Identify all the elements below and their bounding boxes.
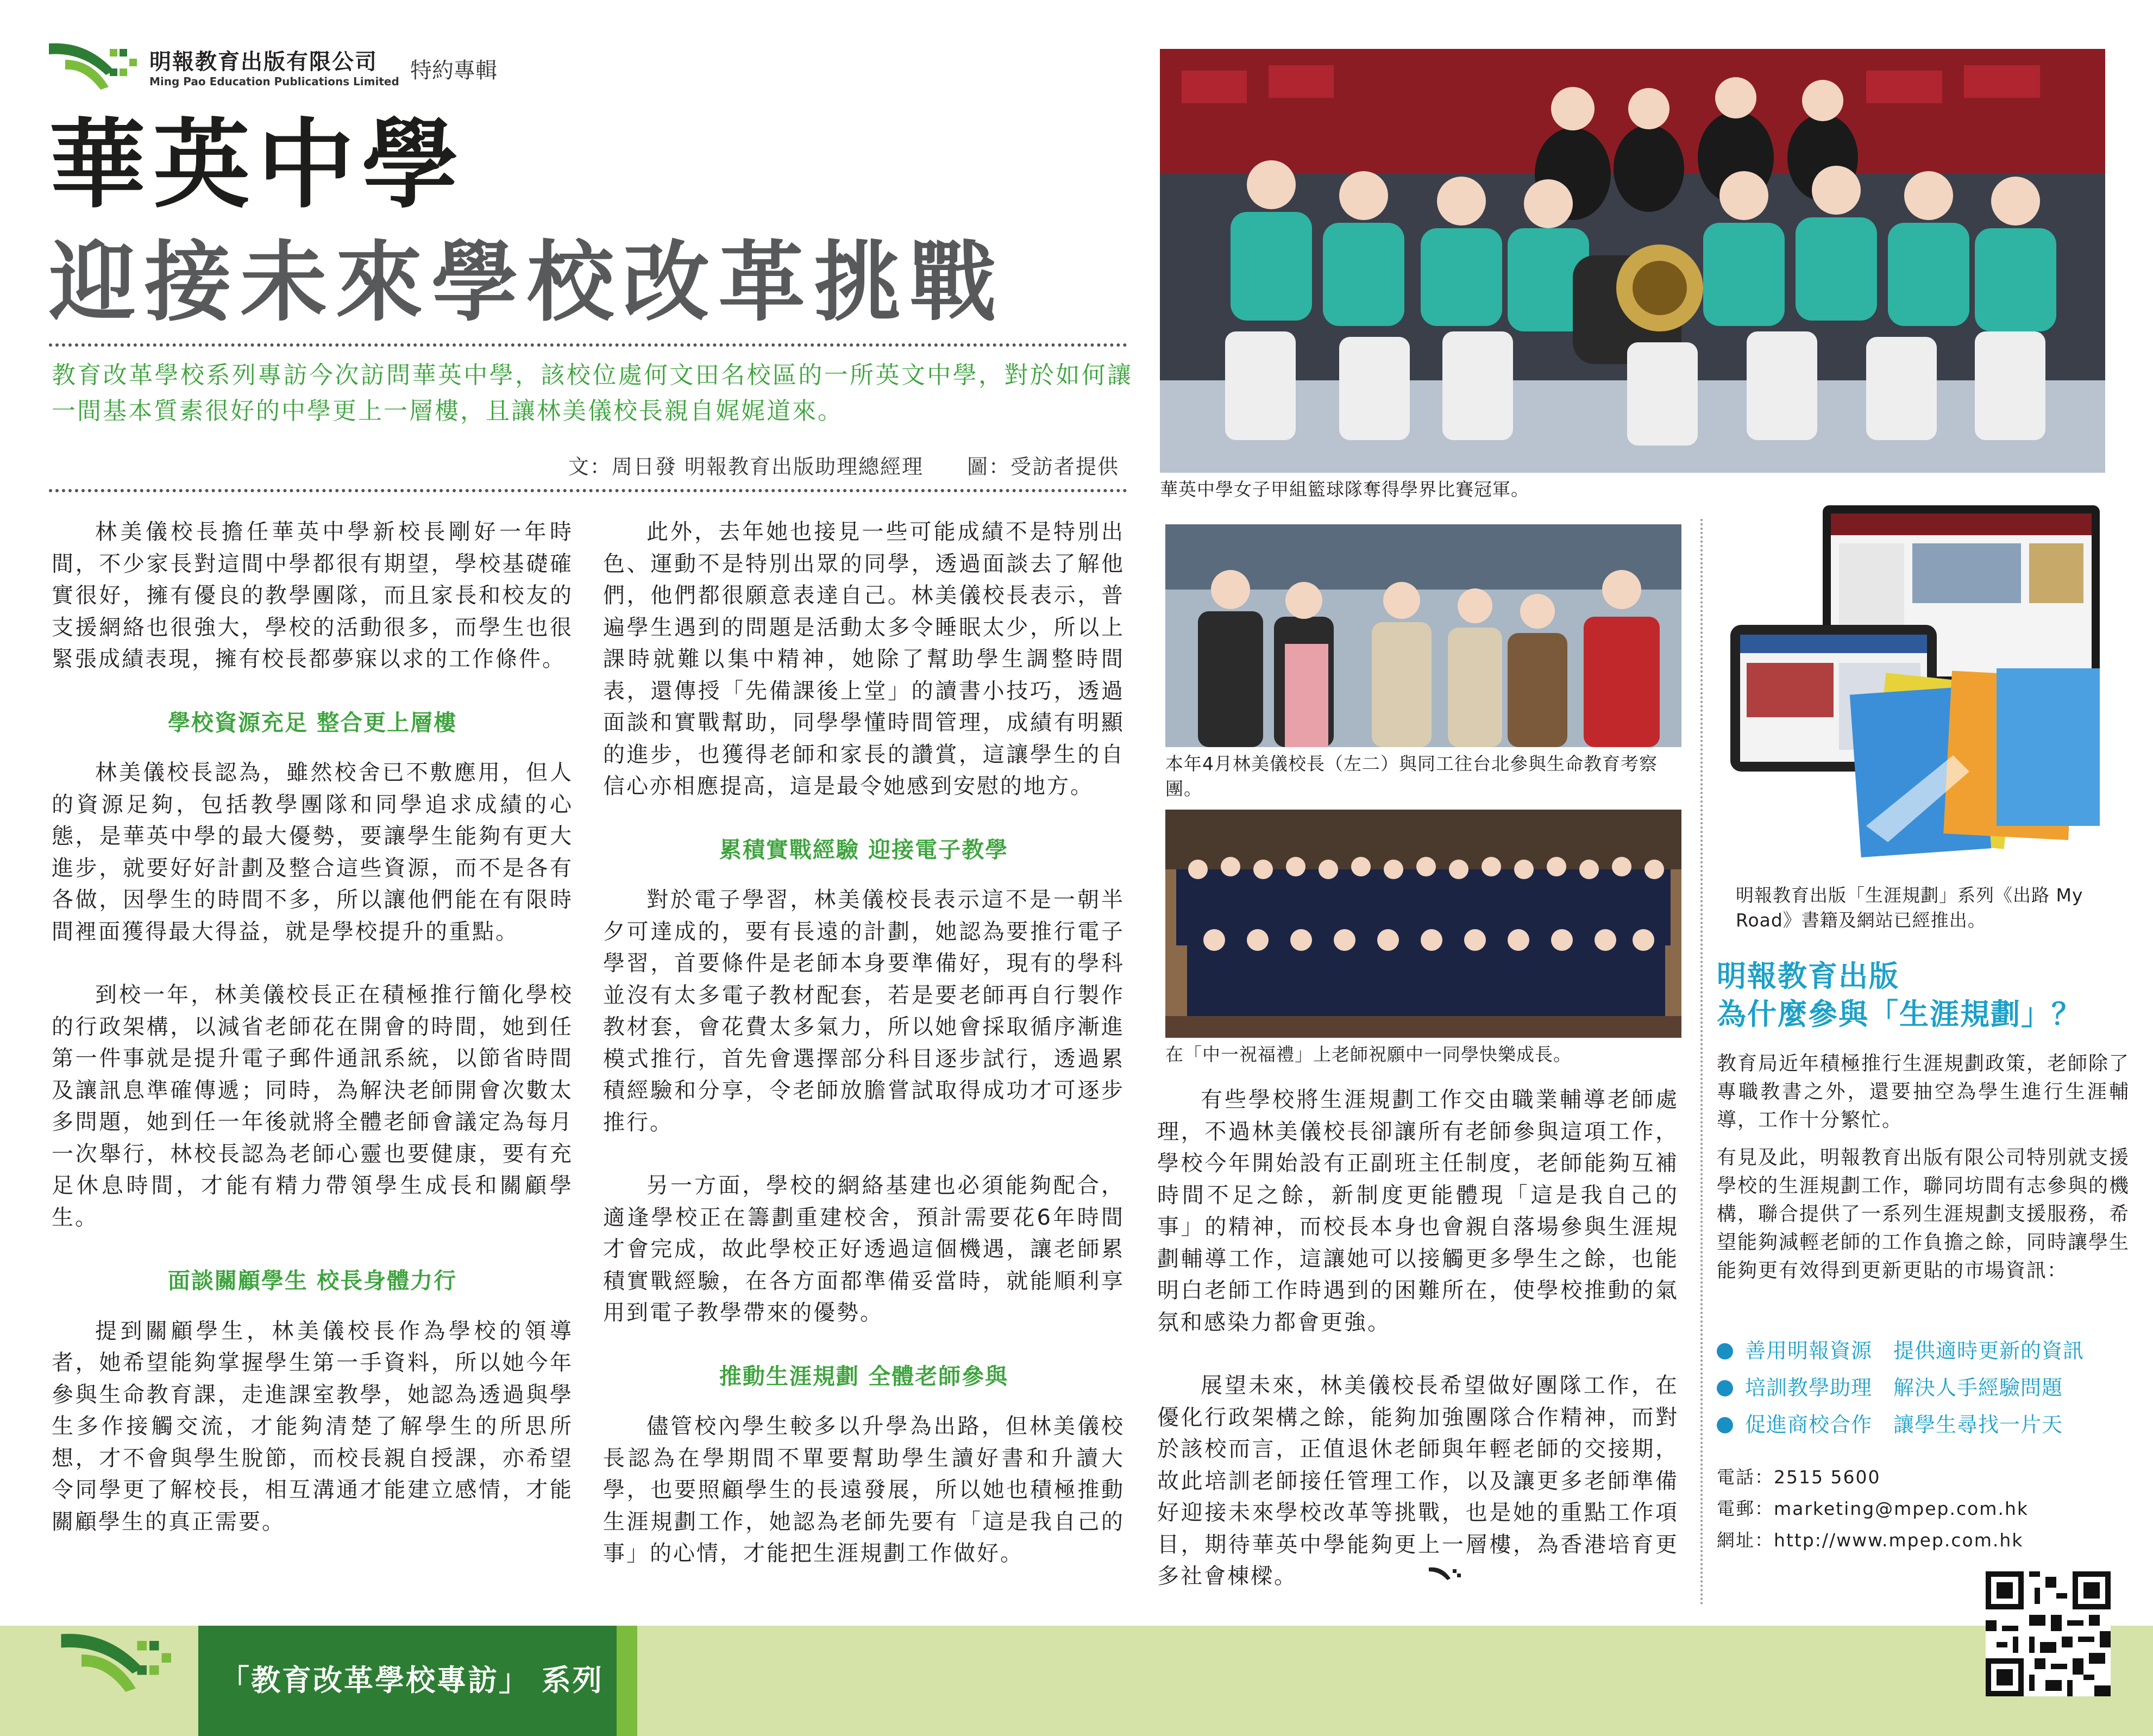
basketball-team-photo — [1160, 49, 2105, 473]
series-title: 「教育改革學校專訪」 系列 — [220, 1663, 604, 1697]
article-column-2 — [603, 516, 1125, 1601]
bullet-icon — [1717, 1380, 1733, 1396]
contact-email[interactable]: 電郵：marketing@mpep.com.hk — [1717, 1498, 2029, 1519]
list-item-text: 善用明報資源 提供適時更新的資訊 — [1745, 1339, 2085, 1363]
headline-subtitle: 迎接未來學校改革挑戰 — [49, 231, 1006, 333]
paragraph: 儘管校內學生較多以升學為出路，但林美儀校長認為在學期間不單要幫助學生讀好書和升讀大學，也要照顧學生的長遠發展，所以她也積極推動生涯規劃工作，她認為老師先要有「這是我自己的事」的心情，才能把生涯規劃工作做好。 — [603, 1414, 1125, 1566]
list-item — [1717, 1406, 2130, 1443]
sidebar-heading-line: 為什麼參與「生涯規劃」？ — [1717, 997, 2082, 1031]
footer-logo-icon — [60, 1627, 185, 1709]
end-mark-icon — [1429, 1565, 1461, 1587]
feature-tag: 特約專輯 — [410, 58, 497, 83]
sidebar-paragraph: 教育局近年積極推行生涯規劃政策，老師除了專職教書之外，還要抽空為學生進行生涯輔導，工作十分繁忙。 — [1717, 1052, 2130, 1131]
qr-code-icon[interactable] — [1986, 1571, 2111, 1696]
sidebar-bullet-list — [1717, 1332, 2130, 1443]
contact-website[interactable]: 網址：http://www.mpep.com.hk — [1717, 1530, 2024, 1551]
section-heading: 面談關顧學生 校長身體力行 — [167, 1268, 457, 1294]
article-column-3 — [1157, 1084, 1679, 1624]
paragraph: 林美儀校長擔任華英中學新校長剛好一年時間，不少家長對這間中學都很有期望，學校基礎確實很好，擁有優良的教學團隊，而且家長和校友的支援網絡也很強大，學校的活動很多，而學生也很緊張成績表現，擁有校長都夢寐以求的工作條件。 — [52, 519, 573, 672]
blessing-ceremony-photo — [1165, 810, 1681, 1038]
section-heading: 學校資源充足 整合更上層樓 — [167, 709, 457, 736]
divider — [49, 489, 1127, 492]
section-heading: 推動生涯規劃 全體老師參與 — [719, 1363, 1009, 1389]
publisher-name-en: Ming Pao Education Publications Limited — [149, 75, 399, 88]
list-item — [1717, 1369, 2130, 1406]
sidebar-heading — [1717, 957, 2130, 1033]
divider — [49, 343, 1127, 347]
byline: 文：周日發 明報教育出版助理總經理 圖：受訪者提供 — [568, 455, 1119, 479]
photo-caption: 本年4月林美儀校長（左二）與同工往台北參與生命教育考察團。 — [1165, 753, 1658, 799]
paragraph: 另一方面，學校的網絡基建也必須能夠配合，適逢學校正在籌劃重建校舍，預計需要花6年時間才會完成，故此學校正好透過這個機遇，讓老師累積實戰經驗，在各方面都準備妥當時，就能順利享用到電子教學帶來的優勢。 — [603, 1173, 1125, 1325]
photo-caption: 在「中一祝福禮」上老師祝願中一同學快樂成長。 — [1165, 1044, 1572, 1065]
paragraph: 有些學校將生涯規劃工作交由職業輔導老師處理，不過林美儀校長卻讓所有老師參與這項工作，學校今年開始設有正副班主任制度，老師能夠互補時間不足之餘，新制度更能體現「這是我自己的事」的精神，而校長本身也會親自落場參與生涯規劃輔導工作，這讓她可以接觸更多學生之餘，也能明白老師工作時遇到的困難所在，使學校推動的氣氛和感染力都會更強。 — [1157, 1087, 1679, 1335]
headline-title: 華英中學 — [49, 109, 466, 221]
contact-phone: 電話：2515 5600 — [1717, 1466, 1881, 1488]
photo-caption: 華英中學女子甲組籃球隊奪得學界比賽冠軍。 — [1160, 479, 1529, 500]
paragraph: 提到關顧學生，林美儀校長作為學校的領導者，她希望能夠掌握學生第一手資料，所以她今年參與生命教育課，走進課室教學，她認為透過與學生多作接觸交流，才能夠清楚了解學生的所思所想，才不會與學生脫節，而校長親自授課，亦希望令同學更了解校長，相互溝通才能建立感情，才能關顧學生的真正需要。 — [52, 1318, 573, 1534]
paragraph: 到校一年，林美儀校長正在積極推行簡化學校的行政架構，以減省老師花在開會的時間，她到任第一件事就是提升電子郵件通訊系統，以節省時間及讓訊息準確傳遞；同時，為解決老師開會次數太多問題，她到任一年後就將全體老師會議定為每月一次舉行，林校長認為老師心靈也要健康，要有充足休息時間，才能有精力帶領學生成長和關顧學生。 — [52, 982, 573, 1230]
contact-info — [1717, 1462, 2130, 1556]
book-series-image — [1725, 500, 2105, 875]
publisher-logo-icon — [49, 38, 147, 103]
list-item-text: 促進商校合作 讓學生尋找一片天 — [1745, 1413, 2063, 1437]
series-banner-stripe — [617, 1626, 637, 1736]
sidebar-heading-line: 明報教育出版 — [1717, 959, 1899, 993]
list-item — [1717, 1332, 2130, 1369]
sidebar-paragraph: 有見及此，明報教育出版有限公司特別就支援學校的生涯規劃工作，聯同坊間有志參與的機構，聯合提供了一系列生涯規劃支援服務，希望能夠減輕老師的工作負擔之餘，同時讓學生能夠更有效得到更新更貼的市場資訊： — [1717, 1146, 2130, 1282]
paragraph: 此外，去年她也接見一些可能成績不是特別出色、運動不是特別出眾的同學，透過面談去了解他們，他們都很願意表達自己。林美儀校長表示，普遍學生遇到的問題是活動太多令睡眠太少，所以上課時就難以集中精神，她除了幫助學生調整時間表，還傳授「先備課後上堂」的讀書小技巧，透過面談和實戰幫助，同學學懂時間管理，成績有明顯的進步，也獲得老師和家長的讚賞，這讓學生的自信心亦相應提高，這是最令她感到安慰的地方。 — [603, 519, 1125, 799]
taipei-trip-photo — [1165, 524, 1681, 747]
article-column-1 — [52, 516, 573, 1569]
sidebar-divider — [1700, 519, 1703, 1606]
section-heading: 累積實戰經驗 迎接電子教學 — [719, 836, 1009, 863]
paragraph: 林美儀校長認為，雖然校舍已不敷應用，但人的資源足夠，包括教學團隊和同學追求成績的心態，是華英中學的最大優勢，要讓學生能夠有更大進步，就要好好計劃及整合這些資源，而不是各有各做，因學生的時間不多，所以讓他們能在有限時間裡面獲得最大得益，就是學校提升的重點。 — [52, 760, 573, 944]
list-item-text: 培訓教學助理 解決人手經驗問題 — [1745, 1376, 2063, 1400]
intro-paragraph: 教育改革學校系列專訪今次訪問華英中學，該校位處何文田名校區的一所英文中學，對於如何讓一間基本質素很好的中學更上一層樓，且讓林美儀校長親自娓娓道來。 — [52, 361, 1133, 425]
bullet-icon — [1717, 1417, 1733, 1433]
paragraph: 對於電子學習，林美儀校長表示這不是一朝半夕可達成的，要有長遠的計劃，她認為要推行電子學習，首要條件是老師本身要準備好，現有的學科並沒有太多電子教材配套，若是要老師再自行製作教材套，會花費太多氣力，所以她會採取循序漸進模式推行，首先會選擇部分科目逐步試行，透過累積經驗和分享，令老師放膽嘗試取得成功才可逐步推行。 — [603, 887, 1125, 1135]
photo-caption: 明報教育出版「生涯規劃」系列《出路 My Road》書籍及網站已經推出。 — [1736, 885, 2083, 931]
publisher-name-cn: 明報教育出版有限公司 — [149, 49, 378, 74]
bullet-icon — [1717, 1343, 1733, 1359]
paragraph: 展望未來，林美儀校長希望做好團隊工作，在優化行政架構之餘，能夠加強團隊合作精神，而對於該校而言，正值退休老師與年輕老師的交接期，故此培訓老師接任管理工作，以及讓更多老師準備好迎接未來學校改革等挑戰，也是她的重點工作項目，期待華英中學能夠更上一層樓，為香港培育更多社會棟樑。 — [1157, 1373, 1679, 1589]
